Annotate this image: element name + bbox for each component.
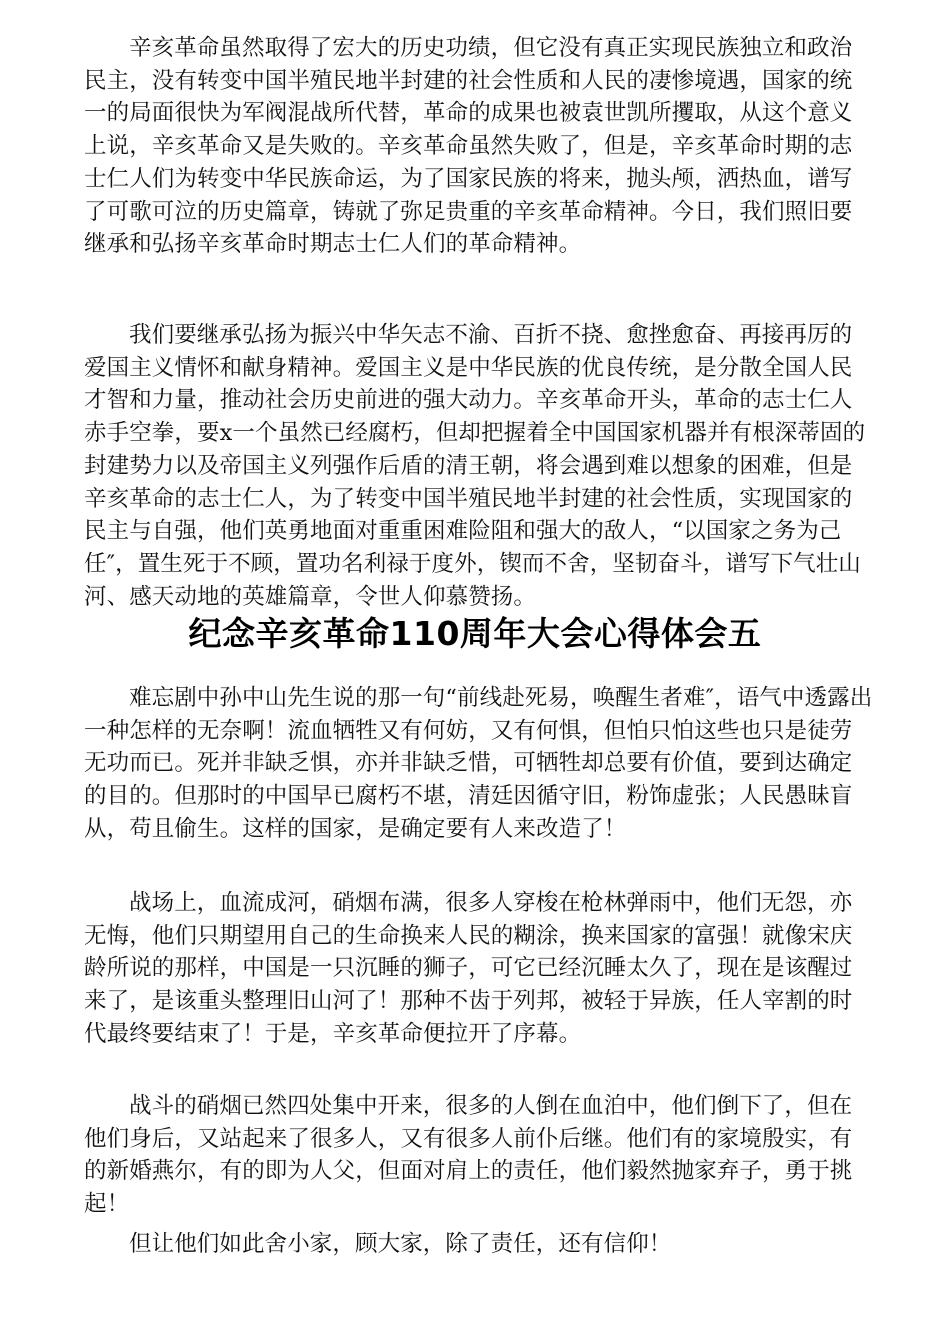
paragraph-smoke-of-battle: 战斗的硝烟已然四处集中开来，很多的人倒在血泊中，他们倒下了，但在他们身后，又站起来了很多人，又有很多人前仆后继。他们有的家境殷实，有的新婚燕尔，有的即为人父，但面对肩上的责任，他们毅然抛家弃子，勇于挑起！ xyxy=(84,1093,853,1218)
paragraph-battlefield: 战场上，血流成河，硝烟布满，很多人穿梭在枪林弹雨中，他们无怨，亦无悔，他们只期望用自己的生命换来人民的糊涂，换来国家的富强！就像宋庆龄所说的那样，中国是一只沉睡的狮子，可它已经沉睡太久了，现在是该醒过来了，是该重头整理旧山河了！那种不齿于列邦，被轻于异族，任人宰割的时代最终要结束了！于是，辛亥革命便拉开了序幕。 xyxy=(84,890,853,1047)
section-title: 纪念辛亥革命110周年大会心得体会五 xyxy=(188,614,762,653)
paragraph-patriotism: 我们要继承弘扬为振兴中华矢志不渝、百折不挠、愈挫愈奋、再接再厉的爱国主义情怀和献身精神。爱国主义是中华民族的优良传统，是分散全国人民才智和力量，推动社会历史前进的强大动力。辛亥革命开头，革命的志士仁人赤手空拳，要x一个虽然已经腐朽，但却把握着全中国国家机器并有根深蒂固的封建势力以及帝国主义列强作后盾的清王朝，将会遇到难以想象的困难，但是辛亥革命的志士仁人，为了转变中国半殖民地半封建的社会性质，实现国家的民主与自强，他们英勇地面对重重困难险阻和强大的敌人，“以国家之务为己任″，置生死于不顾，置功名利禄于度外，锲而不舍，坚韧奋斗，谱写下气壮山河、感天动地的英雄篇章，令世人仰慕赞扬。 xyxy=(84,322,866,610)
paragraph-faith: 但让他们如此舍小家，顾大家，除了责任，还有信仰！ xyxy=(129,1231,672,1257)
paragraph-revolution-failure: 辛亥革命虽然取得了宏大的历史功绩，但它没有真正实现民族独立和政治民主，没有转变中国半殖民地半封建的社会性质和人民的凄惨境遇，国家的统一的局面很快为军阀混战所代替，革命的成果也被袁世凯所攫取，从这个意义上说，辛亥革命又是失败的。辛亥革命虽然失败了，但是，辛亥革命时期的志士仁人们为转变中华民族命运，为了国家民族的将来，抛头颅，洒热血，谱写了可歌可泣的历史篇章，铸就了弥足贵重的辛亥革命精神。今日，我们照旧要继承和弘扬辛亥革命时期志士仁人们的革命精神。 xyxy=(84,35,853,258)
paragraph-sun-yat-sen-quote: 难忘剧中孙中山先生说的那一句“前线赴死易，唤醒生者难″，语气中透露出一种怎样的无奈啊！流血牺牲又有何妨，又有何惧，但怕只怕这些也只是徒劳无功而已。死并非缺乏惧，亦并非缺乏惜，可牺牲却总要有价值，要到达确定的目的。但那时的中国早已腐朽不堪，清廷因循守旧，粉饰虚张；人民愚昧盲从，苟且偷生。这样的国家，是确定要有人来改造了！ xyxy=(84,685,873,842)
